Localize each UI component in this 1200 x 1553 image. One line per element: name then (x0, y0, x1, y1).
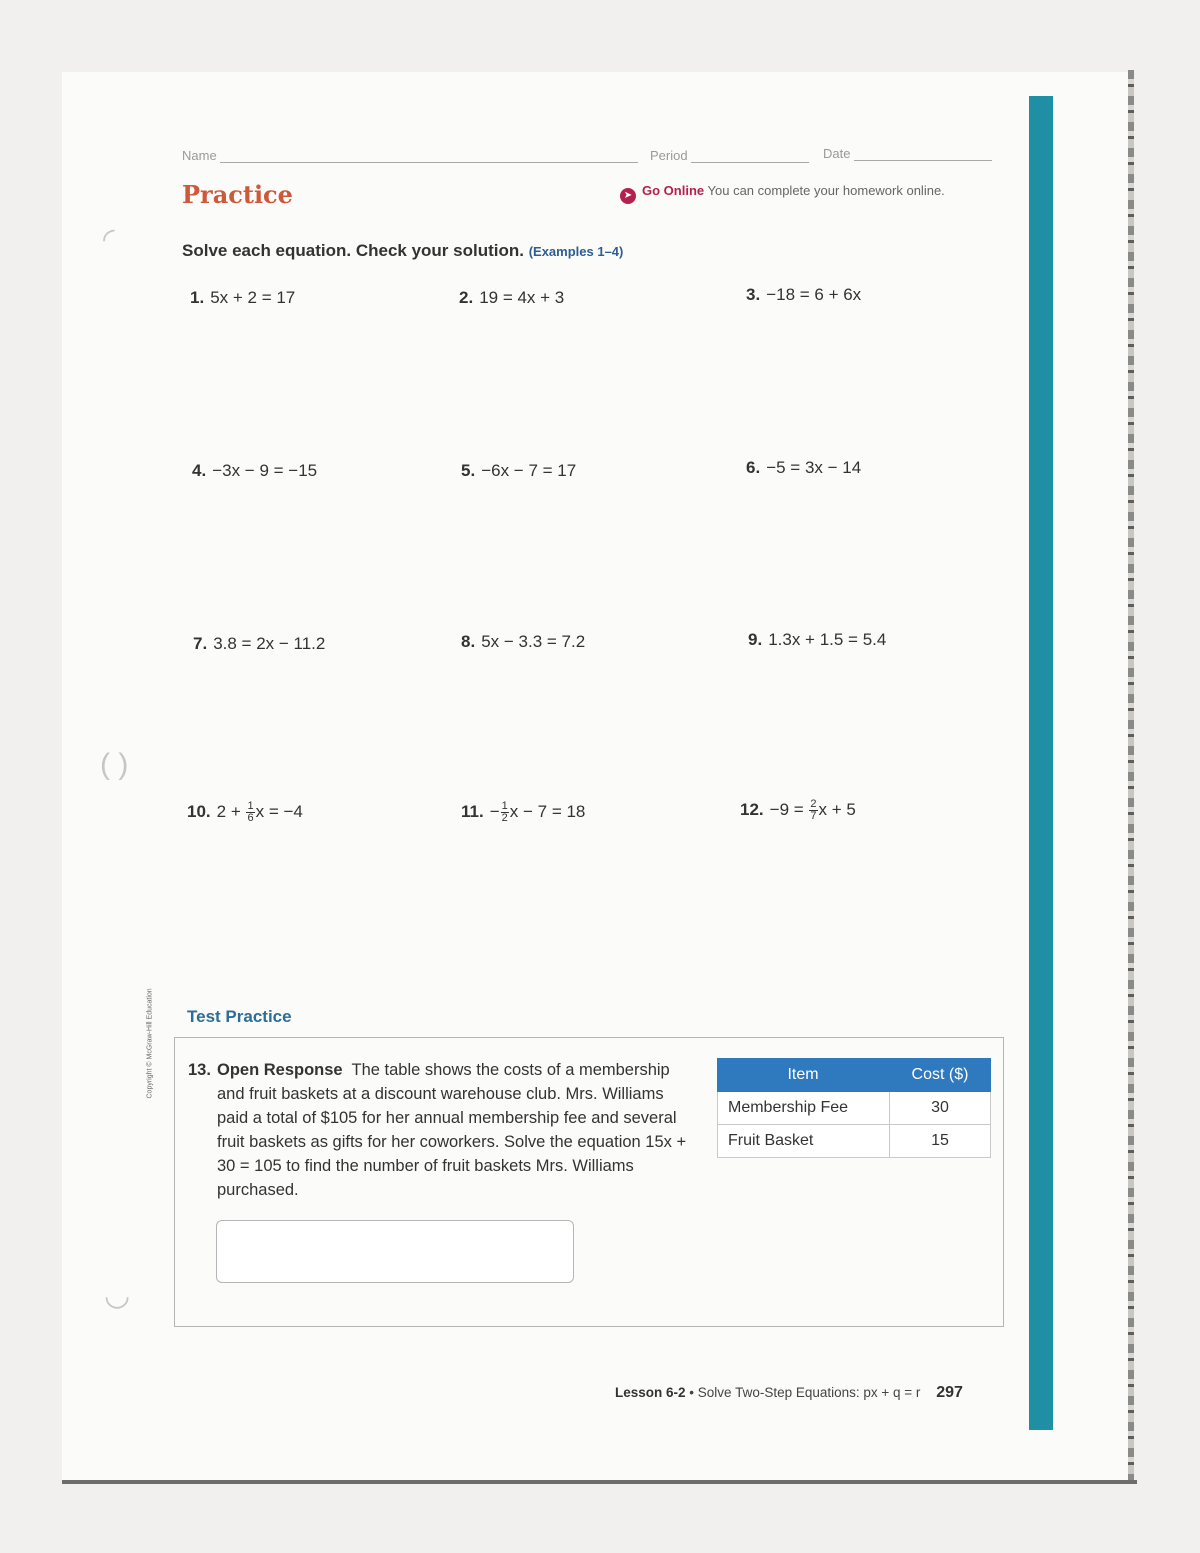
problem-number: 10. (187, 801, 211, 821)
fraction (246, 801, 254, 824)
fraction-denominator: 2 (501, 812, 508, 824)
lesson-number: Lesson 6-2 (615, 1385, 686, 1400)
problem-5 (461, 461, 576, 481)
problem-equation-part: 2 + (216, 801, 241, 821)
problem-equation-part: x + 5 (818, 799, 856, 819)
problem-number: 3. (746, 285, 761, 304)
problem-equation: 5x − 3.3 = 7.2 (481, 632, 586, 651)
problem-equation: 5x + 2 = 17 (210, 288, 296, 307)
problem-8 (461, 632, 585, 652)
problem-number: 2. (459, 288, 474, 307)
date-label: Date (823, 146, 851, 161)
question-number: 13. (188, 1061, 211, 1079)
table-cell-cost: 30 (890, 1092, 991, 1125)
date-line[interactable] (854, 148, 992, 161)
problem-number: 12. (740, 799, 764, 819)
table-header-row (718, 1059, 991, 1092)
hole-punch-mark: ◜ (103, 223, 115, 256)
fraction (501, 801, 509, 824)
lesson-topic: Solve Two-Step Equations: px + q = r (697, 1385, 921, 1400)
instructions (182, 241, 623, 261)
hole-punch-mark: ( ) (100, 748, 129, 781)
problem-equation: −5 = 3x − 14 (766, 458, 862, 477)
problem-number: 11. (461, 801, 484, 821)
answer-input-box[interactable] (216, 1220, 574, 1283)
problem-6 (746, 458, 861, 478)
fraction-numerator: 1 (247, 800, 254, 812)
problem-equation: −18 = 6 + 6x (766, 285, 862, 304)
copyright-notice: Copyright © McGraw-Hill Education (146, 988, 154, 1099)
table-row (718, 1092, 991, 1125)
question-body (188, 1058, 688, 1202)
problem-number: 6. (746, 458, 761, 477)
footer-separator: • (689, 1385, 695, 1400)
cursor-icon: ➤ (620, 188, 636, 204)
problem-3 (746, 285, 861, 305)
table-cell-item: Fruit Basket (718, 1125, 890, 1158)
examples-reference: (Examples 1–4) (528, 244, 624, 259)
problem-9 (748, 630, 886, 650)
column-header-cost: Cost ($) (890, 1059, 991, 1092)
problem-11 (461, 801, 585, 824)
problem-4 (192, 461, 317, 481)
period-field (650, 148, 809, 163)
problem-number: 7. (193, 634, 208, 653)
problem-number: 4. (192, 461, 207, 480)
page-number: 297 (936, 1384, 963, 1401)
go-online-text: You can complete your homework online. (707, 183, 945, 198)
problem-equation: 3.8 = 2x − 11.2 (213, 634, 326, 653)
period-label: Period (650, 148, 688, 163)
instructions-text: Solve each equation. Check your solution. (182, 241, 524, 260)
problem-number: 8. (461, 632, 476, 651)
date-field (823, 146, 992, 161)
fraction-numerator: 2 (810, 798, 817, 810)
period-line[interactable] (691, 150, 809, 163)
column-header-item: Item (718, 1059, 890, 1092)
test-practice-heading: Test Practice (187, 1007, 292, 1026)
table-cell-cost: 15 (890, 1125, 991, 1158)
question-13 (188, 1058, 688, 1202)
table-cell-item: Membership Fee (718, 1092, 890, 1125)
problem-2 (459, 288, 564, 308)
page-title: Practice (182, 180, 293, 209)
problem-number: 9. (748, 630, 763, 649)
problem-equation: −3x − 9 = −15 (212, 461, 318, 480)
problem-equation: 19 = 4x + 3 (479, 288, 565, 307)
problem-equation: −6x − 7 = 17 (481, 461, 577, 480)
problem-equation-part: − (489, 801, 500, 821)
problem-1 (190, 288, 295, 308)
problem-equation-part: x = −4 (255, 801, 303, 821)
cost-table (717, 1058, 991, 1158)
problem-7 (193, 634, 325, 654)
problem-equation-part: x − 7 = 18 (509, 801, 586, 821)
name-field (182, 148, 638, 163)
name-label: Name (182, 148, 217, 163)
problem-12 (740, 799, 856, 822)
question-text: The table shows the costs of a membership and fruit baskets at a discount warehouse club. Mrs. Williams paid a total of $105 for her annual membership fee and several fruit baskets as gifts for her coworkers. Solve the equation 15x + 30 = 105 to find the number of fruit baskets Mrs. Williams purchased. (217, 1061, 687, 1199)
go-online-note (620, 183, 945, 204)
problem-number: 5. (461, 461, 476, 480)
side-color-bar (1029, 96, 1053, 1430)
problem-number: 1. (190, 288, 205, 307)
fraction-denominator: 6 (247, 812, 254, 824)
page-edge-texture (1128, 70, 1134, 1482)
fraction (809, 799, 817, 822)
problem-10 (187, 801, 303, 824)
page-footer (615, 1384, 963, 1402)
table-row (718, 1125, 991, 1158)
fraction-numerator: 1 (501, 800, 508, 812)
problem-equation-part: −9 = (769, 799, 804, 819)
name-line[interactable] (220, 150, 638, 163)
go-online-link[interactable]: Go Online (642, 183, 705, 198)
problem-equation: 1.3x + 1.5 = 5.4 (768, 630, 887, 649)
hole-punch-mark: ◡ (104, 1279, 131, 1312)
question-type-label: Open Response (217, 1061, 343, 1079)
page-bottom-edge (62, 1480, 1137, 1484)
fraction-denominator: 7 (810, 810, 817, 822)
